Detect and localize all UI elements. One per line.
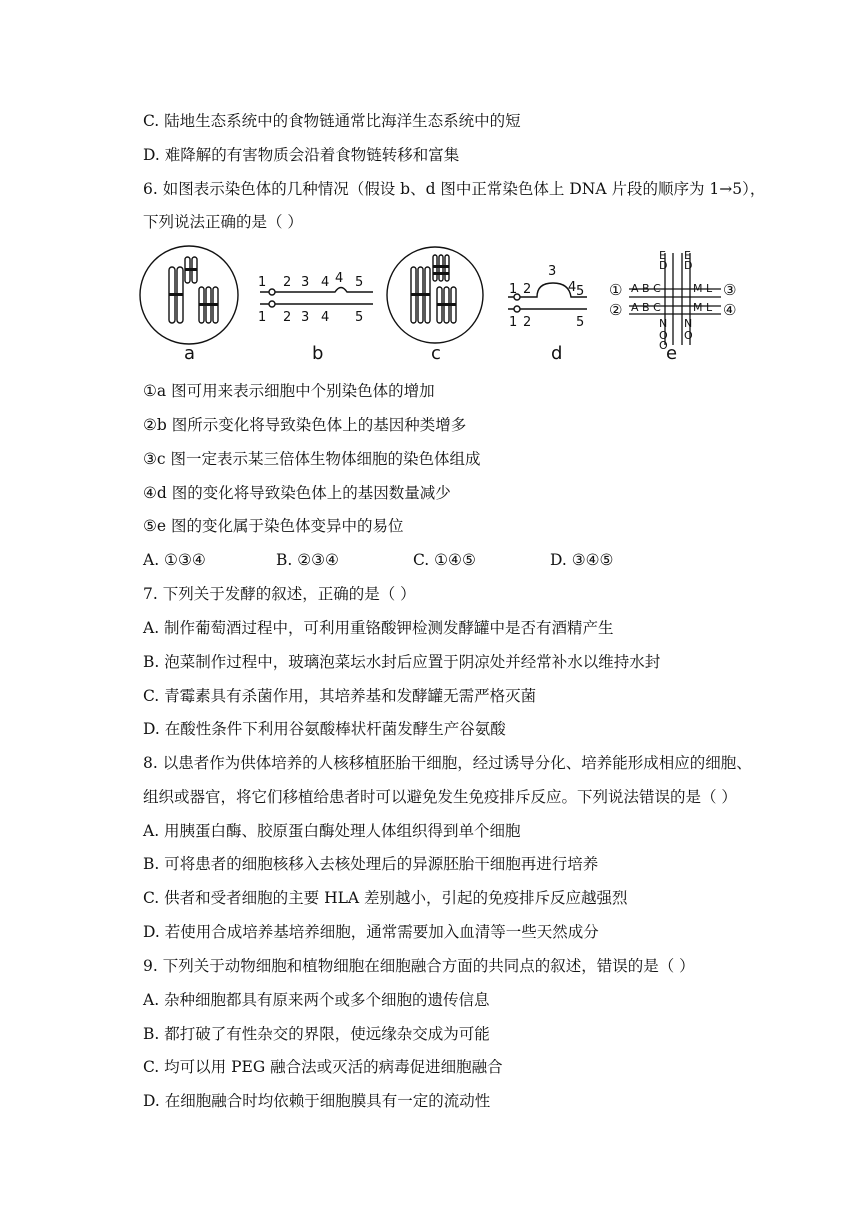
svg-text:N: N	[659, 317, 668, 330]
q8-stem-line2: 组织或器官，将它们移植给患者时可以避免发生免疫排斥反应。下列说法错误的是（ ）	[143, 788, 737, 806]
b-bottom-1: 1	[258, 310, 267, 325]
svg-text:O: O	[684, 329, 693, 342]
q6-stem-line2: 下列说法正确的是（ ）	[143, 213, 303, 231]
q8-option-b: B. 可将患者的细胞核移入去核处理后的异源胚胎干细胞再进行培养	[143, 855, 599, 873]
b-top-4-dup: 4	[335, 271, 344, 286]
q6-stem-line1: 6. 如图表示染色体的几种情况（假设 b、d 图中正常染色体上 DNA 片段的顺序为 1→5），	[143, 180, 766, 198]
q6-statement-2: ②b 图所示变化将导致染色体上的基因种类增多	[143, 416, 467, 434]
q9-option-b: B. 都打破了有性杂交的界限，使远缘杂交成为可能	[143, 1025, 490, 1043]
d-top-1: 1	[509, 282, 518, 297]
d-top-5: 5	[576, 284, 585, 299]
q6-statement-4: ④d 图的变化将导致染色体上的基因数量减少	[143, 484, 451, 502]
q7-stem: 7. 下列关于发酵的叙述，正确的是（ ）	[143, 585, 416, 603]
b-bottom-4: 4	[321, 310, 330, 325]
q6-option-c: C. ①④⑤	[413, 551, 476, 569]
figure-c-cell	[387, 247, 483, 343]
q5-option-d: D. 难降解的有害物质会沿着食物链转移和富集	[143, 146, 460, 164]
b-top-1: 1	[258, 275, 267, 290]
q6-options	[143, 550, 663, 570]
svg-text:D: D	[684, 259, 693, 272]
e-circle-3: ③	[723, 281, 737, 299]
e-circle-4: ④	[723, 301, 737, 319]
b-bottom-3: 3	[301, 310, 310, 325]
svg-text:A B C: A B C	[631, 282, 661, 295]
svg-text:D: D	[659, 259, 668, 272]
b-top-2: 2	[283, 275, 292, 290]
d-top-2: 2	[523, 282, 532, 297]
b-top-3: 3	[301, 275, 310, 290]
svg-text:E: E	[684, 249, 691, 262]
q6-statement-3: ③c 图一定表示某三倍体生物体细胞的染色体组成	[143, 450, 481, 468]
svg-text:M L: M L	[693, 282, 713, 295]
e-circle-1: ①	[609, 281, 623, 299]
d-top-3: 3	[548, 264, 557, 279]
svg-text:O: O	[659, 339, 668, 352]
q7-option-d: D. 在酸性条件下利用谷氨酸棒状杆菌发酵生产谷氨酸	[143, 720, 506, 738]
svg-text:E: E	[659, 249, 666, 262]
figure-a-cell	[140, 246, 238, 344]
b-top-4: 4	[321, 275, 330, 290]
svg-text:O: O	[659, 329, 668, 342]
figure-label-e: e	[666, 343, 678, 364]
q8-stem-line1: 8. 以患者作为供体培养的人核移植胚胎干细胞，经过诱导分化、培养能形成相应的细胞、	[143, 754, 752, 772]
b-bottom-5: 5	[355, 310, 364, 325]
chromosome-figure	[135, 245, 745, 375]
figure-label-d: d	[551, 343, 563, 364]
q7-option-c: C. 青霉素具有杀菌作用，其培养基和发酵罐无需严格灭菌	[143, 687, 537, 705]
figure-label-a: a	[184, 343, 196, 364]
d-bottom-1: 1	[509, 315, 518, 330]
q6-option-b: B. ②③④	[276, 551, 339, 569]
q7-option-b: B. 泡菜制作过程中，玻璃泡菜坛水封后应置于阴凉处并经常补水以维持水封	[143, 653, 661, 671]
q5-option-c: C. 陆地生态系统中的食物链通常比海洋生态系统中的短	[143, 112, 521, 130]
q9-option-d: D. 在细胞融合时均依赖于细胞膜具有一定的流动性	[143, 1092, 491, 1110]
q6-statement-5: ⑤e 图的变化属于染色体变异中的易位	[143, 517, 404, 535]
q8-option-c: C. 供者和受者细胞的主要 HLA 差别越小，引起的免疫排斥反应越强烈	[143, 889, 628, 907]
b-bottom-2: 2	[283, 310, 292, 325]
q6-option-a: A. ①③④	[143, 551, 206, 569]
q7-option-a: A. 制作葡萄酒过程中，可利用重铬酸钾检测发酵罐中是否有酒精产生	[143, 619, 614, 637]
q9-stem: 9. 下列关于动物细胞和植物细胞在细胞融合方面的共同点的叙述，错误的是（ ）	[143, 957, 695, 975]
d-top-4: 4	[568, 280, 577, 295]
q6-option-d: D. ③④⑤	[550, 551, 614, 569]
d-bottom-2: 2	[523, 315, 532, 330]
q8-option-d: D. 若使用合成培养基培养细胞，通常需要加入血清等一些天然成分	[143, 923, 599, 941]
b-top-5: 5	[355, 275, 364, 290]
svg-text:N: N	[684, 317, 693, 330]
figure-e-cross	[629, 253, 721, 345]
e-circle-2: ②	[609, 301, 623, 319]
figure-label-c: c	[431, 343, 441, 364]
q8-option-a: A. 用胰蛋白酶、胶原蛋白酶处理人体组织得到单个细胞	[143, 822, 521, 840]
figure-label-b: b	[312, 343, 324, 364]
svg-text:A B C: A B C	[631, 301, 661, 314]
q9-option-c: C. 均可以用 PEG 融合法或灭活的病毒促进细胞融合	[143, 1058, 503, 1076]
svg-text:M L: M L	[693, 301, 713, 314]
d-bottom-5: 5	[576, 315, 585, 330]
q6-statement-1: ①a 图可用来表示细胞中个别染色体的增加	[143, 382, 435, 400]
q9-option-a: A. 杂种细胞都具有原来两个或多个细胞的遗传信息	[143, 991, 490, 1009]
figure-b-chromosomes	[260, 288, 373, 308]
